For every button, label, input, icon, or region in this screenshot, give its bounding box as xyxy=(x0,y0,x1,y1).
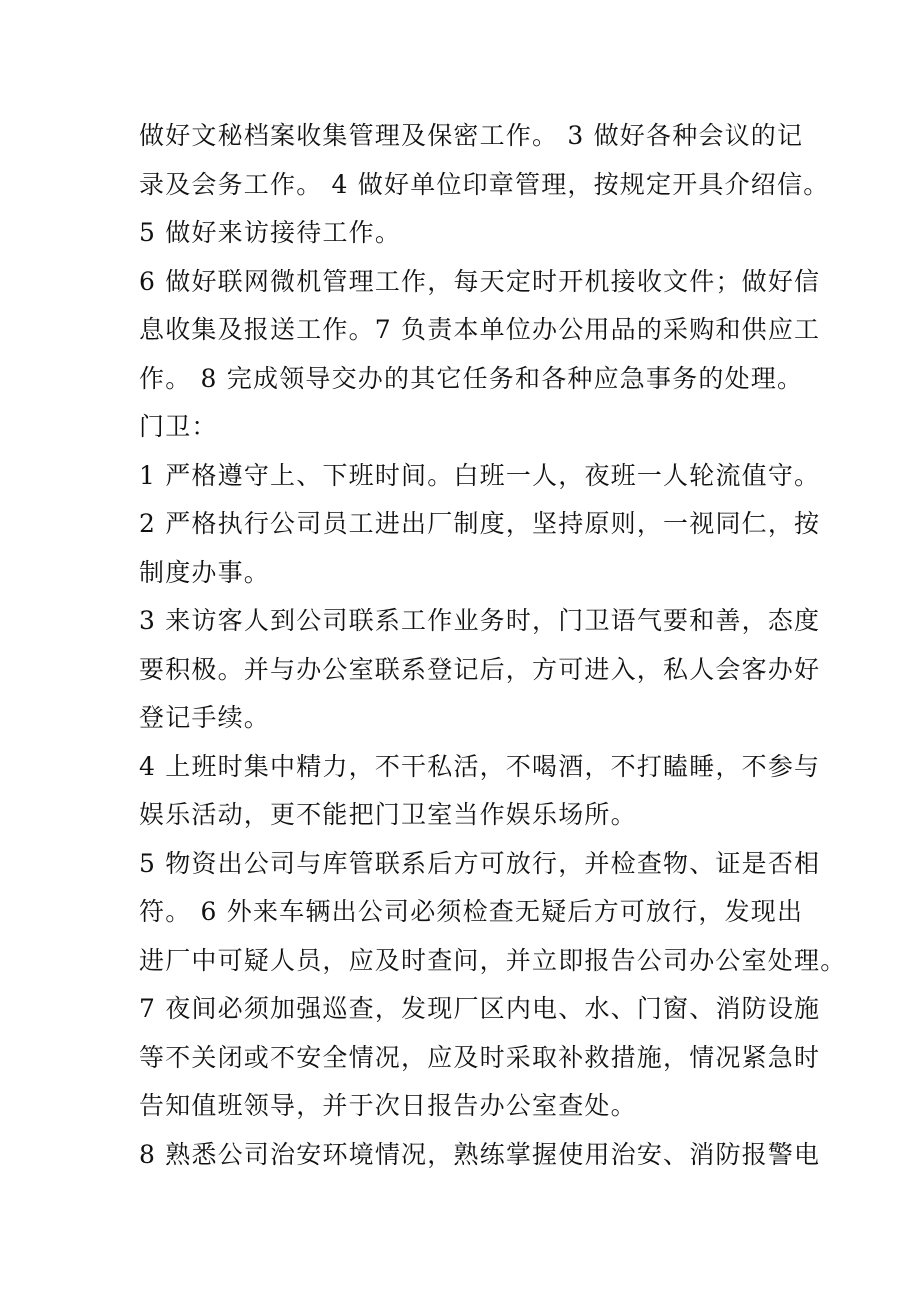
text-line: 要积极。并与办公室联系登记后，方可进入，私人会客办好 xyxy=(139,654,821,684)
text-line: 作。 8 完成领导交办的其它任务和各种应急事务的处理。 xyxy=(139,363,804,393)
text-line: 2 严格执行公司员工进出厂制度，坚持原则，一视同仁，按 xyxy=(139,509,821,538)
text-line: 4 上班时集中精力，不干私活，不喝酒，不打瞌睡，不参与 xyxy=(139,751,821,781)
text-line: 告知值班领导，并于次日报告办公室查处。 xyxy=(139,1091,637,1120)
text-line: 等不关闭或不安全情况，应及时采取补救措施，情况紧急时 xyxy=(139,1042,821,1072)
text-line: 8 熟悉公司治安环境情况，熟练掌握使用治安、消防报警电 xyxy=(139,1139,821,1169)
text-line: 录及会务工作。 4 做好单位印章管理，按规定开具介绍信。 xyxy=(139,169,830,199)
text-line: 制度办事。 xyxy=(139,557,271,587)
text-line: 5 做好来访接待工作。 xyxy=(139,218,402,247)
text-line: 登记手续。 xyxy=(139,703,271,732)
text-line: 1 严格遵守上、下班时间。白班一人，夜班一人轮流值守。 xyxy=(139,460,821,490)
document-body xyxy=(139,112,847,1179)
text-line: 娱乐活动，更不能把门卫室当作娱乐场所。 xyxy=(139,800,637,829)
text-line: 7 夜间必须加强巡查，发现厂区内电、水、门窗、消防设施 xyxy=(139,994,821,1023)
text-line: 进厂中可疑人员，应及时查问，并立即报告公司办公室处理。 xyxy=(139,945,847,975)
text-line: 5 物资出公司与库管联系后方可放行，并检查物、证是否相 xyxy=(139,848,821,878)
text-line: 做好文秘档案收集管理及保密工作。 3 做好各种会议的记 xyxy=(139,121,804,150)
section-heading: 门卫： xyxy=(139,412,218,441)
text-line: 3 来访客人到公司联系工作业务时，门卫语气要和善，态度 xyxy=(139,606,821,635)
text-line: 符。 6 外来车辆出公司必须检查无疑后方可放行，发现出 xyxy=(139,897,804,926)
text-line: 息收集及报送工作。7 负责本单位办公用品的采购和供应工 xyxy=(139,315,821,344)
text-line: 6 做好联网微机管理工作，每天定时开机接收文件；做好信 xyxy=(139,266,821,296)
